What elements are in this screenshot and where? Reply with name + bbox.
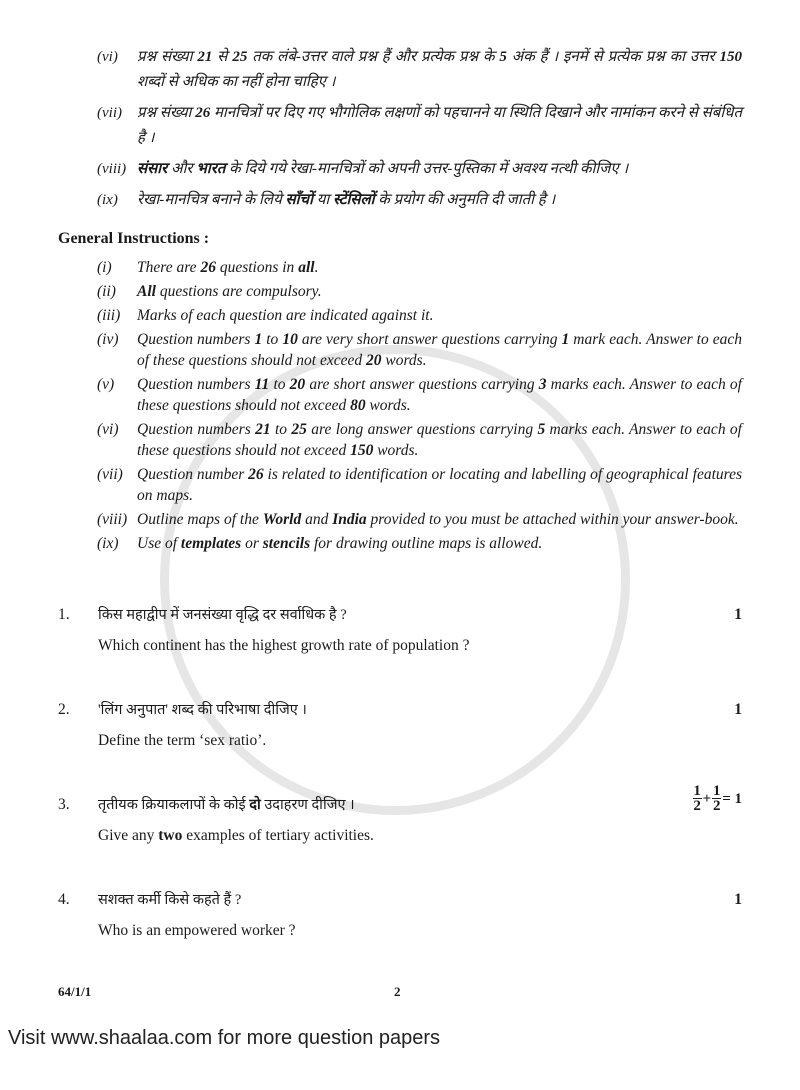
item-number: (v) <box>97 376 115 393</box>
item-text <box>137 188 742 213</box>
item-number: (viii) <box>97 511 128 528</box>
bold-text: 20 <box>366 352 382 369</box>
denominator: 2 <box>712 798 721 814</box>
item-number: (iv) <box>97 331 119 348</box>
item-text <box>137 281 742 302</box>
bold-text: India <box>332 511 367 528</box>
item-text <box>137 157 742 182</box>
text-run: Define the term ‘sex ratio’. <box>98 732 267 749</box>
item-number: (ii) <box>97 283 116 300</box>
text-run: are long answer questions carrying <box>306 421 538 438</box>
general-instructions-title: General Instructions : <box>58 230 210 247</box>
text-run: to <box>269 376 290 393</box>
text-run: words. <box>373 442 419 459</box>
item-number: (vi) <box>97 421 119 438</box>
question-number: 3. <box>58 796 70 813</box>
item-number: (vii) <box>97 466 123 483</box>
bold-text: 5 <box>537 421 546 438</box>
page-number: 2 <box>394 984 401 999</box>
text-run: और <box>167 161 197 177</box>
bold-text: 21 <box>255 421 271 438</box>
text-run: to <box>262 331 283 348</box>
item-number: (vii) <box>97 105 122 121</box>
marks: 1 <box>734 701 742 718</box>
bold-text: World <box>262 511 302 528</box>
bold-text: 26 <box>248 466 264 483</box>
bold-text: 150 <box>719 49 742 65</box>
text-run: प्रश्न संख्या <box>137 49 198 65</box>
question-number: 1. <box>58 606 70 623</box>
numerator: 1 <box>693 783 701 799</box>
text-run: provided to you must be attached within your answer-book. <box>366 511 739 528</box>
bold-text: साँचों <box>285 192 313 208</box>
instruction-item <box>97 157 742 182</box>
text-run: and <box>301 511 333 528</box>
text-run: marks each. Answer to each of these questions should not exceed <box>137 421 742 459</box>
marks: 1 <box>734 891 742 908</box>
text-run: for drawing outline maps is allowed. <box>310 535 543 552</box>
item-text <box>137 257 742 278</box>
questions-list <box>0 604 800 942</box>
item-text <box>137 45 742 95</box>
item-number: (vi) <box>97 49 118 65</box>
text-run: Outline maps of the <box>137 511 263 528</box>
text-run: to <box>270 421 292 438</box>
hindi-instructions <box>0 45 800 213</box>
marks-fraction <box>692 784 742 813</box>
text-run: questions are compulsory. <box>155 283 322 300</box>
page-footer <box>0 984 800 1004</box>
question <box>58 783 742 847</box>
question <box>58 604 742 657</box>
text-run: उदाहरण दीजिए । <box>260 797 355 813</box>
instruction-item <box>97 419 742 461</box>
question <box>58 699 742 752</box>
question-hindi: सशक्त कर्मी किसे कहते हैं ? <box>98 892 242 908</box>
plus: + <box>702 790 712 807</box>
text-run: are very short answer questions carrying <box>297 331 562 348</box>
text-run: are short answer questions carrying <box>305 376 539 393</box>
bold-text: दो <box>249 797 261 813</box>
instruction-item <box>97 281 742 302</box>
bold-text: 25 <box>291 421 307 438</box>
instruction-item <box>97 101 742 151</box>
bold-text: stencils <box>262 535 311 552</box>
item-number: (viii) <box>97 161 127 177</box>
item-number: (i) <box>97 259 112 276</box>
item-text <box>137 305 742 326</box>
bold-text: 11 <box>254 376 270 393</box>
visit-banner[interactable]: Visit www.shaalaa.com for more question papers <box>8 1027 441 1049</box>
text-run: Question numbers <box>137 421 256 438</box>
item-text <box>137 101 742 151</box>
bold-text: 150 <box>350 442 374 459</box>
bold-text: All <box>137 283 156 300</box>
text-run: Use of <box>137 535 181 552</box>
text-run: अंक हैं । इनमें से प्रत्येक प्रश्न का उत्तर <box>506 49 720 65</box>
bold-text: 26 <box>195 105 211 121</box>
item-text <box>137 533 742 554</box>
bold-text: भारत <box>196 161 226 177</box>
bold-text: all <box>298 259 315 276</box>
text-run: words. <box>381 352 427 369</box>
bold-text: two <box>158 827 183 844</box>
text-run: प्रश्न संख्या <box>137 105 196 121</box>
text-run: तक लंबे-उत्तर वाले प्रश्न हैं और प्रत्येक प्रश्न के <box>247 49 500 65</box>
question-english <box>98 920 742 942</box>
text-run: तृतीयक क्रियाकलापों के कोई <box>98 797 250 813</box>
item-text <box>137 464 742 506</box>
text-run: से <box>212 49 233 65</box>
text-run: Give any <box>98 827 159 844</box>
question-english <box>98 825 742 847</box>
text-run: Question number <box>137 466 249 483</box>
question-hindi <box>98 794 742 816</box>
total: = 1 <box>722 790 742 807</box>
text-run: मानचित्रों पर दिए गए भौगोलिक लक्षणों को पहचानने या स्थिति दिखाने और नामांकन करने से संबंधित है । <box>137 105 743 146</box>
bold-text: 25 <box>232 49 248 65</box>
bold-text: संसार <box>137 161 168 177</box>
text-run: Question numbers <box>137 376 255 393</box>
text-run: examples of tertiary activities. <box>182 827 374 844</box>
item-text <box>137 419 742 461</box>
bold-text: 80 <box>350 397 366 414</box>
item-text <box>137 509 742 530</box>
bold-text: 26 <box>200 259 216 276</box>
bold-text: templates <box>180 535 242 552</box>
instruction-item <box>97 464 742 506</box>
text-run: marks each. Answer to each of these questions should not exceed <box>137 376 742 414</box>
bold-text: 10 <box>282 331 298 348</box>
text-run: mark each. Answer to each of these questions should not exceed <box>137 331 743 369</box>
instruction-item <box>97 188 742 213</box>
text-run: . <box>314 259 319 276</box>
text-run: questions in <box>215 259 299 276</box>
item-number: (ix) <box>97 535 119 552</box>
text-run: Who is an empowered worker ? <box>98 922 296 939</box>
bold-text: 1 <box>254 331 263 348</box>
text-run: या <box>312 192 334 208</box>
item-number: (iii) <box>97 307 121 324</box>
bold-text: 5 <box>499 49 507 65</box>
text-run: Question numbers <box>137 331 255 348</box>
text-run: is related to identification or locating and labelling of geographical features on maps. <box>137 466 742 504</box>
question-hindi: किस महाद्वीप में जनसंख्या वृद्धि दर सर्वाधिक है ? <box>98 607 347 623</box>
text-run: There are <box>137 259 201 276</box>
item-number: (ix) <box>97 192 118 208</box>
marks: 1 <box>734 606 742 623</box>
text-run: के दिये गये रेखा-मानचित्रों को अपनी उत्तर-पुस्तिका में अवश्य नत्थी कीजिए । <box>225 161 629 177</box>
question-english <box>98 730 742 752</box>
instruction-item <box>97 305 742 326</box>
text-run: Marks of each question are indicated against it. <box>137 307 434 324</box>
bold-text: स्टेंसिलों <box>333 192 375 208</box>
question-number: 4. <box>58 891 70 908</box>
instruction-item <box>97 45 742 95</box>
numerator: 1 <box>712 783 721 799</box>
text-run: or <box>241 535 263 552</box>
denominator: 2 <box>693 798 701 814</box>
instruction-item <box>97 374 742 416</box>
text-run: Which continent has the highest growth rate of population ? <box>98 637 470 654</box>
instruction-item <box>97 509 742 530</box>
question <box>58 889 742 942</box>
bold-text: 20 <box>289 376 306 393</box>
bold-text: 3 <box>538 376 547 393</box>
instruction-item <box>97 257 742 278</box>
text-run: words. <box>365 397 411 414</box>
general-instructions-list <box>0 257 800 554</box>
paper-code: 64/1/1 <box>58 984 92 999</box>
question-number: 2. <box>58 701 70 718</box>
text-run: शब्दों से अधिक का नहीं होना चाहिए । <box>137 74 336 90</box>
item-text <box>137 374 742 416</box>
text-run: के प्रयोग की अनुमति दी जाती है । <box>374 192 556 208</box>
question-hindi: 'लिंग अनुपात' शब्द की परिभाषा दीजिए । <box>98 702 307 718</box>
bold-text: 1 <box>561 331 570 348</box>
text-run: रेखा-मानचित्र बनाने के लिये <box>137 192 286 208</box>
question-english <box>98 635 742 657</box>
bold-text: 21 <box>197 49 213 65</box>
item-text <box>137 329 742 371</box>
instruction-item <box>97 329 742 371</box>
instruction-item <box>97 533 742 554</box>
